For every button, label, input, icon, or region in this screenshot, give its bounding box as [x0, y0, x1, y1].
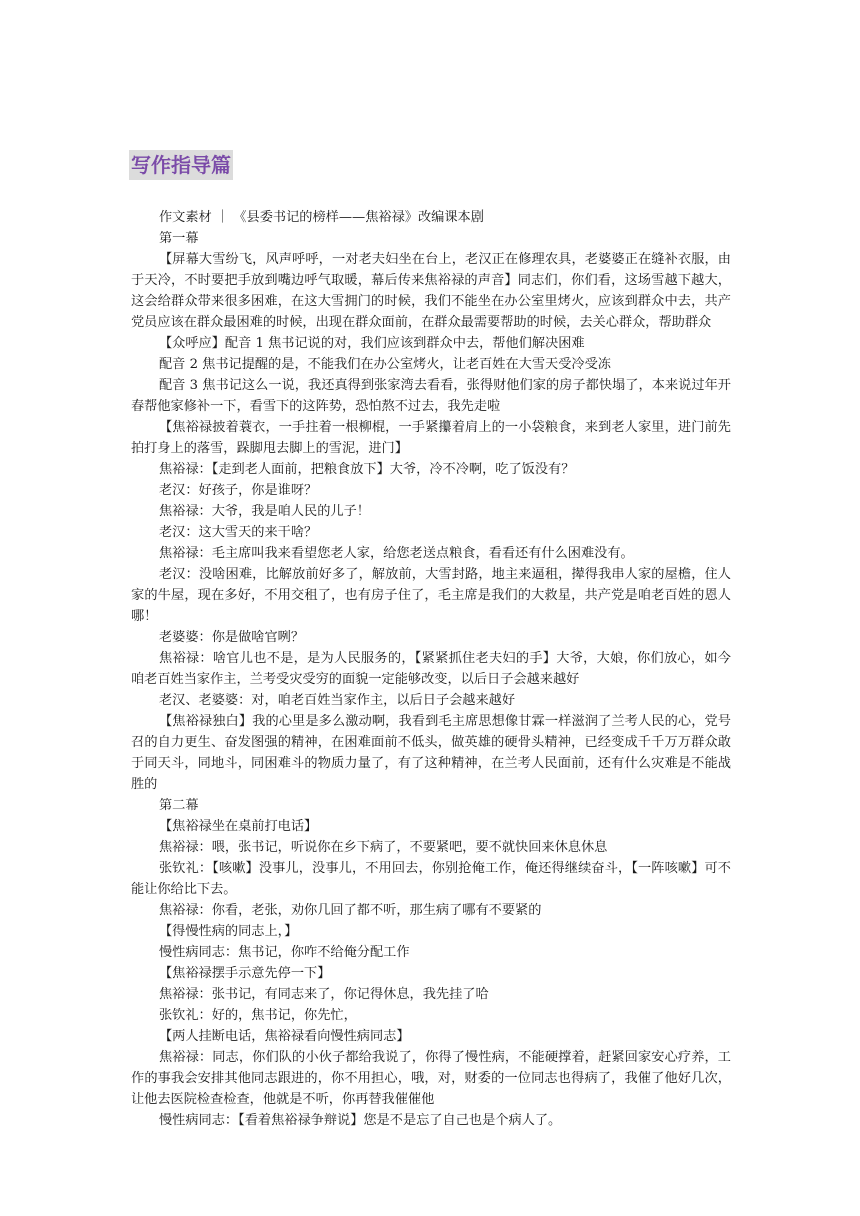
script-paragraph: 老汉：好孩子，你是谁呀？ [159, 483, 318, 498]
script-paragraph: 老汉：这大雪天的来干啥？ [159, 525, 318, 540]
script-paragraph: 【焦裕禄坐在桌前打电话】 [159, 819, 318, 834]
script-paragraph: 焦裕禄：【走到老人面前，把粮食放下】大爷，冷不冷啊，吃了饭没有？ [159, 462, 575, 477]
script-paragraph: 【得慢性病的同志上，】 [159, 924, 298, 939]
script-paragraph: 【焦裕禄披着蓑衣，一手拄着一根柳棍，一手紧攥着肩上的一小袋粮食，来到老人家里，进门前先拍打身上的落雪，跺脚甩去脚上的雪泥，进门】 [131, 420, 731, 456]
script-paragraph: 焦裕禄：大爷，我是咱人民的儿子！ [159, 504, 370, 519]
script-paragraph: 第一幕 [159, 231, 199, 246]
section-title: 写作指导篇 [129, 150, 233, 180]
script-paragraph: 焦裕禄：张书记，有同志来了，你记得休息，我先挂了哈 [159, 987, 489, 1002]
script-paragraph: 焦裕禄：喂，张书记，听说你在乡下病了，不要紧吧，要不就快回来休息休息 [159, 840, 608, 855]
script-paragraph: 慢性病同志：焦书记，你咋不给俺分配工作 [159, 945, 410, 960]
script-body [131, 207, 731, 1131]
script-paragraph: 慢性病同志：【看着焦裕禄争辩说】您是不是忘了自己也是个病人了。 [159, 1113, 562, 1128]
script-paragraph: 配音 2 焦书记提醒的是，不能我们在办公室烤火，让老百姓在大雪天受冷受冻 [159, 357, 611, 372]
script-paragraph: 焦裕禄：同志，你们队的小伙子都给我说了，你得了慢性病，不能硬撑着，赶紧回家安心疗养，工作的事我会安排其他同志跟进的，你不用担心，哦，对，财委的一位同志也得病了，我催了他好几次，让他去医院检查检查，他就是不听，你再替我催催他 [131, 1050, 731, 1107]
script-paragraph: 【屏幕大雪纷飞，风声呼呼，一对老夫妇坐在台上，老汉正在修理农具，老婆婆正在缝补衣服，由于天冷，不时要把手放到嘴边呼气取暖，幕后传来焦裕禄的声音】同志们，你们看，这场雪越下越大，这会给群众带来很多困难，在这大雪拥门的时候，我们不能坐在办公室里烤火，应该到群众中去，共产党员应该在群众最困难的时候，出现在群众面前，在群众最需要帮助的时候，去关心群众，帮助群众 [131, 252, 731, 330]
script-paragraph: 焦裕禄：你看，老张，劝你几回了都不听，那生病了哪有不要紧的 [159, 903, 542, 918]
script-paragraph: 老婆婆：你是做啥官咧？ [159, 630, 305, 645]
script-paragraph: 第二幕 [159, 798, 199, 813]
script-paragraph: 张钦礼：【咳嗽】没事儿，没事儿，不用回去，你别抢俺工作，俺还得继续奋斗，【一阵咳嗽】可不能让你给比下去。 [131, 861, 731, 897]
script-paragraph: 【焦裕禄摆手示意先停一下】 [159, 966, 331, 981]
script-paragraph: 【焦裕禄独白】我的心里是多么激动啊，我看到毛主席思想像甘霖一样滋润了兰考人民的心，党号召的自力更生、奋发图强的精神，在困难面前不低头，做英雄的硬骨头精神，已经变成千千万万群众敢于同天斗，同地斗，同困难斗的物质力量了，有了这种精神，在兰考人民面前，还有什么灾难是不能战胜的 [131, 714, 731, 792]
script-paragraph: 张钦礼：好的，焦书记，你先忙， [159, 1008, 357, 1023]
script-paragraph: 老汉、老婆婆：对，咱老百姓当家作主，以后日子会越来越好 [159, 693, 516, 708]
script-paragraph: 【众呼应】配音 1 焦书记说的对，我们应该到群众中去，帮他们解决困难 [159, 336, 585, 351]
script-paragraph: 焦裕禄：啥官儿也不是，是为人民服务的，【紧紧抓住老夫妇的手】大爷，大娘，你们放心，如今咱老百姓当家作主，兰考受灾受穷的面貌一定能够改变，以后日子会越来越好 [131, 651, 731, 687]
source-line: 作文素材 ｜ 《县委书记的榜样——焦裕禄》改编课本剧 [159, 210, 484, 225]
script-paragraph: 焦裕禄：毛主席叫我来看望您老人家，给您老送点粮食，看看还有什么困难没有。 [159, 546, 634, 561]
script-paragraph: 【两人挂断电话，焦裕禄看向慢性病同志】 [159, 1029, 410, 1044]
script-paragraph: 配音 3 焦书记这么一说，我还真得到张家湾去看看，张得财他们家的房子都快塌了，本来说过年开春帮他家修补一下，看雪下的这阵势，恐怕熬不过去，我先走啦 [131, 378, 731, 414]
script-paragraph: 老汉：没啥困难，比解放前好多了，解放前，大雪封路，地主来逼租，撵得我串人家的屋檐，住人家的牛屋，现在多好，不用交租了，也有房子住了，毛主席是我们的大救星，共产党是咱老百姓的恩人哪！ [131, 567, 731, 624]
